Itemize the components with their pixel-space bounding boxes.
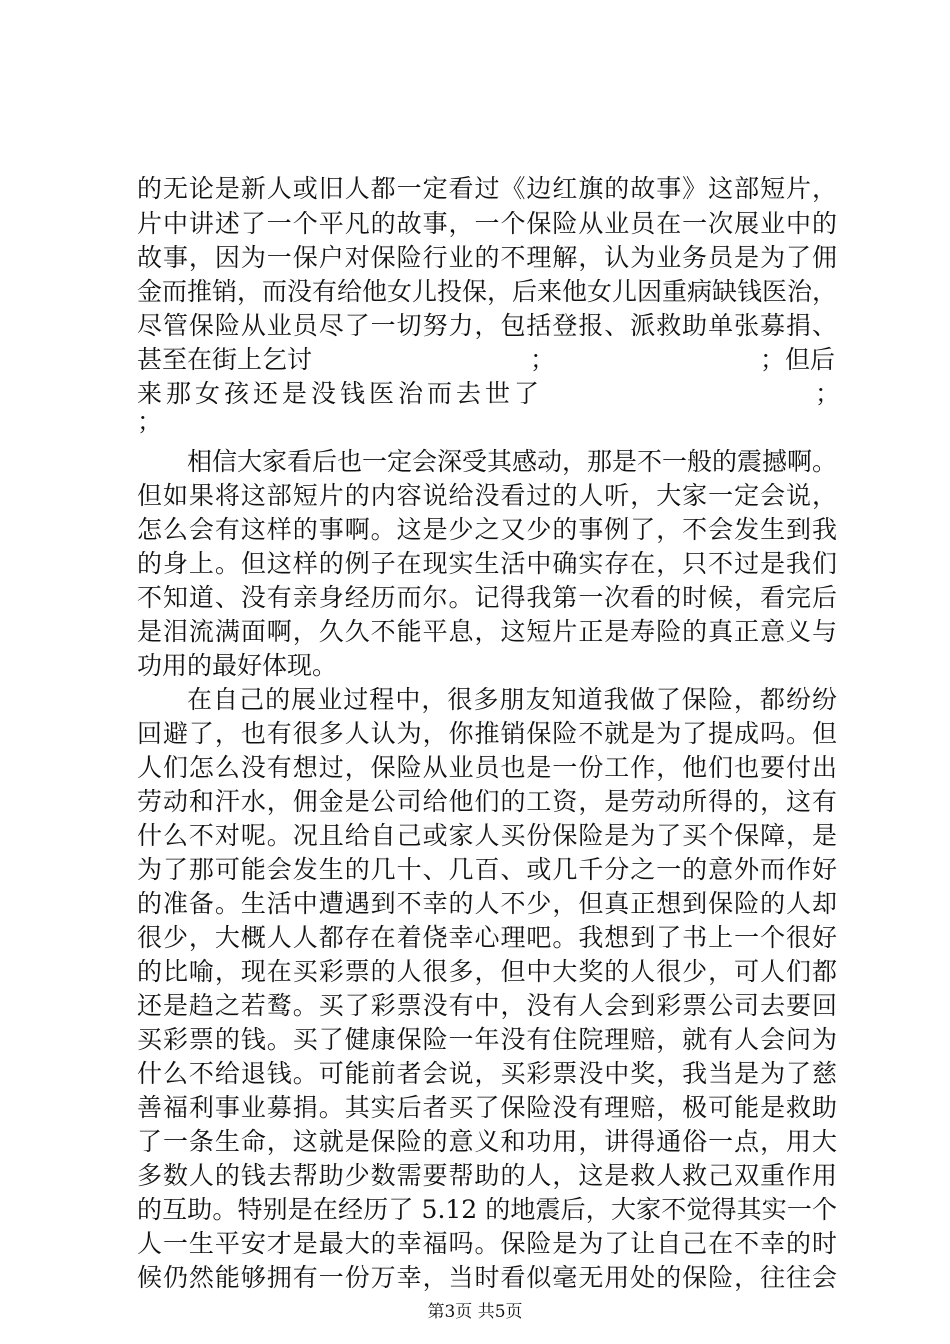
body-text-line: 在自己的展业过程中，很多朋友知道我做了保险，都纷纷 [187, 685, 837, 714]
body-text-line: 了一条生命，这就是保险的意义和功用，讲得通俗一点，用大 [137, 1127, 837, 1156]
body-text-line: 甚至在街上乞讨 [137, 345, 313, 374]
body-text-line: 买彩票的钱。买了健康保险一年没有住院理赔，就有人会问为 [137, 1025, 837, 1054]
body-text-line: 是泪流满面啊，久久不能平息，这短片正是寿险的真正意义与 [137, 617, 837, 646]
body-text-line: 的互助。特别是在经历了 5.12 的地震后，大家不觉得其实一个 [137, 1195, 837, 1224]
body-text-line: 不知道、没有亲身经历而尔。记得我第一次看的时候，看完后 [137, 583, 837, 612]
body-text-line: 人一生平安才是最大的幸福吗。保险是为了让自己在不幸的时 [137, 1229, 837, 1258]
body-text-line: 候仍然能够拥有一份万幸，当时看似毫无用处的保险，往往会 [137, 1263, 837, 1292]
body-text-line: 功用的最好体现。 [137, 651, 338, 680]
punctuation-mark: ； [137, 407, 163, 436]
body-text-line: 什么不给退钱。可能前者会说，买彩票没中奖，我当是为了慈 [137, 1059, 837, 1088]
body-text-line: 为了那可能会发生的几十、几百、或几千分之一的意外而作好 [137, 855, 837, 884]
body-text-line: 的比喻，现在买彩票的人很多，但中大奖的人很少，可人们都 [137, 957, 837, 986]
body-text-line: 故事，因为一保户对保险行业的不理解，认为业务员是为了佣 [137, 243, 837, 272]
body-text-line: 但如果将这部短片的内容说给没看过的人听，大家一定会说， [137, 481, 837, 510]
body-text-line: 相信大家看后也一定会深受其感动，那是不一般的震撼啊。 [187, 447, 838, 476]
page-number-footer: 第3页 共5页 [427, 1302, 523, 1322]
body-text-fragment: ；但后 [760, 345, 836, 374]
body-text-line: 的无论是新人或旧人都一定看过《边红旗的故事》这部短片， [137, 174, 837, 203]
body-text-line: 什么不对呢。况且给自己或家人买份保险是为了买个保障，是 [137, 821, 837, 850]
body-text-line: 还是趋之若鹜。买了彩票没有中，没有人会到彩票公司去要回 [137, 991, 837, 1020]
body-text-line: 劳动和汗水，佣金是公司给他们的工资，是劳动所得的，这有 [137, 787, 837, 816]
punctuation-mark: ； [530, 345, 556, 374]
body-text-line: 人们怎么没有想过，保险从业员也是一份工作，他们也要付出 [137, 753, 837, 782]
body-text-line: 的准备。生活中遭遇到不幸的人不少，但真正想到保险的人却 [137, 889, 837, 918]
body-text-line: 片中讲述了一个平凡的故事，一个保险从业员在一次展业中的 [137, 209, 837, 238]
body-text-line: 多数人的钱去帮助少数需要帮助的人，这是救人救己双重作用 [137, 1161, 837, 1190]
body-text-line: 回避了，也有很多人认为，你推销保险不就是为了提成吗。但 [137, 719, 837, 748]
punctuation-mark: ； [815, 379, 841, 408]
body-text-line: 很少，大概人人都存在着侥幸心理吧。我想到了书上一个很好 [137, 923, 837, 952]
body-text-line: 金而推销，而没有给他女儿投保，后来他女儿因重病缺钱医治， [137, 277, 838, 306]
body-text-line: 善福利事业募捐。其实后者买了保险没有理赔，极可能是救助 [137, 1093, 837, 1122]
body-text-line: 的身上。但这样的例子在现实生活中确实存在，只不过是我们 [137, 549, 837, 578]
body-text-line: 尽管保险从业员尽了一切努力，包括登报、派救助单张募捐、 [137, 311, 837, 340]
body-text-line: 怎么会有这样的事啊。这是少之又少的事例了，不会发生到我 [137, 515, 837, 544]
body-text-line: 来那女孩还是没钱医治而去世了 [137, 379, 544, 408]
